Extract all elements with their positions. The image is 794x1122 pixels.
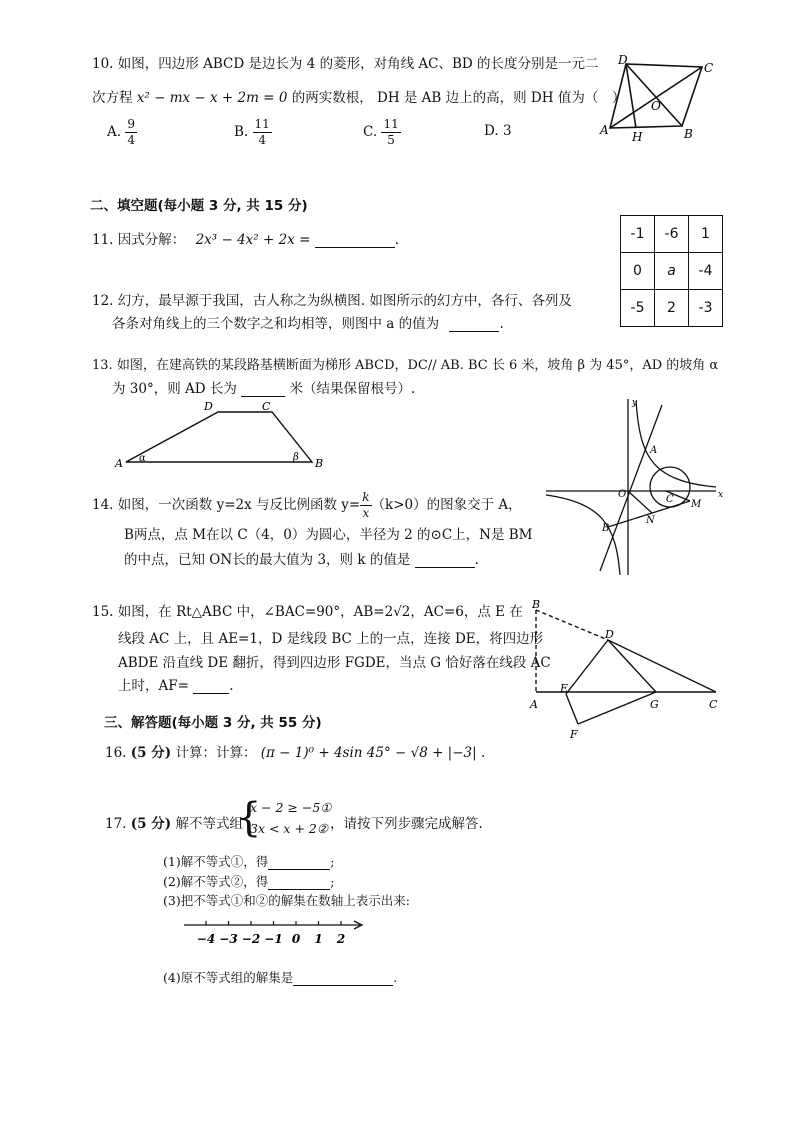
q17-step-2 bbox=[163, 872, 334, 890]
magic-cell: -1 bbox=[621, 216, 655, 253]
step-label: (2)解不等式②，得 bbox=[163, 874, 269, 889]
number-line-label: −4 bbox=[196, 932, 216, 946]
denominator: 4 bbox=[258, 133, 266, 147]
q11-number: 11. bbox=[92, 232, 114, 248]
q15-text-line1: 如图，在 Rt△ABC 中，∠BAC=90°，AB=2√2，AC=6，点 E 在 bbox=[117, 604, 523, 620]
q16 bbox=[105, 741, 485, 761]
q15-end: . bbox=[229, 678, 234, 694]
q12-line1 bbox=[92, 289, 572, 309]
magic-cell: -4 bbox=[689, 253, 723, 290]
label-A: A bbox=[650, 445, 658, 456]
q17-step-3 bbox=[163, 891, 410, 909]
q16-number: 16. bbox=[105, 745, 127, 761]
q17-text: 解不等式组 bbox=[175, 816, 243, 832]
fraction bbox=[360, 490, 371, 521]
q10-line1 bbox=[92, 52, 599, 72]
label-B: B bbox=[602, 523, 610, 534]
option-value: 3 bbox=[502, 123, 512, 139]
label-alpha: α bbox=[139, 453, 146, 464]
step-answer-blank bbox=[268, 875, 330, 890]
q10-line2-pre: 次方程 bbox=[92, 90, 133, 106]
q12-text-line1: 幻方，最早源于我国，古人称之为纵横图. 如图所示的幻方中，各行、各列及 bbox=[117, 293, 572, 309]
q11-answer-blank bbox=[315, 233, 395, 248]
label-G: G bbox=[650, 698, 659, 711]
magic-row bbox=[621, 216, 723, 253]
number-line-label: 2 bbox=[336, 932, 346, 946]
q15-text-line3: ABDE 沿直线 DE 翻折，得到四边形 FGDE，当点 G 恰好落在线段 AC bbox=[118, 655, 551, 671]
numerator: 9 bbox=[127, 117, 135, 131]
q13-text-line1: 如图，在建高铁的某段路基横断面为梯形 ABCD，DC// AB. BC 长 6 米，坡角 β 为 45°，AD 的坡角 α bbox=[116, 358, 719, 373]
label-M: M bbox=[691, 499, 702, 510]
label-A: A bbox=[530, 698, 538, 711]
q17-number: 17. bbox=[105, 816, 127, 832]
option-label: B. bbox=[234, 124, 249, 140]
q12-number: 12. bbox=[92, 293, 114, 309]
label-beta: β bbox=[293, 452, 299, 463]
step-label: (1)解不等式①，得 bbox=[163, 854, 269, 869]
q14-graph-figure bbox=[540, 395, 726, 577]
magic-square bbox=[620, 215, 723, 327]
label-C: C bbox=[262, 400, 271, 413]
q16-expression: (π − 1)⁰ + 4sin 45° − √8 + |−3| . bbox=[260, 745, 486, 761]
magic-cell: a bbox=[655, 253, 689, 290]
q14-text-line1-post: （k>0）的图象交于 A， bbox=[371, 497, 522, 513]
q14-line3 bbox=[124, 548, 479, 568]
q10-option-d bbox=[484, 123, 512, 139]
q11-end: . bbox=[394, 232, 399, 248]
label-D: D bbox=[618, 53, 628, 67]
magic-row bbox=[621, 253, 723, 290]
label-B: B bbox=[684, 127, 693, 141]
q14-number: 14. bbox=[92, 497, 114, 513]
q15-text-line4-pre: 上时，AF= bbox=[118, 678, 189, 694]
label-E: E bbox=[560, 682, 569, 695]
magic-cell: 2 bbox=[655, 290, 689, 327]
q15-answer-blank bbox=[193, 679, 229, 694]
q11 bbox=[92, 228, 399, 248]
q13-answer-blank bbox=[241, 382, 285, 397]
q16-score: (5 分) bbox=[130, 745, 172, 761]
label-B: B bbox=[532, 598, 541, 611]
q11-expression: 2x³ − 4x² + 2x = bbox=[195, 232, 311, 248]
label-C: C bbox=[666, 494, 674, 505]
q16-text: 计算：计算： bbox=[175, 745, 257, 761]
fraction bbox=[381, 117, 400, 148]
q15-fold-figure bbox=[526, 596, 726, 744]
magic-cell: -6 bbox=[655, 216, 689, 253]
step-end: . bbox=[393, 970, 398, 985]
option-label: C. bbox=[363, 124, 378, 140]
label-D: D bbox=[605, 628, 614, 641]
q17-inequality-1: x − 2 ≥ −5① bbox=[250, 800, 332, 815]
q13-text-line2-post: 米（结果保留根号）. bbox=[289, 381, 416, 397]
label-A: A bbox=[600, 123, 609, 137]
denominator: 4 bbox=[127, 133, 135, 147]
section-2-heading: 二、填空题(每小题 3 分, 共 15 分) bbox=[90, 198, 308, 214]
step-label: (3)把不等式①和②的解集在数轴上表示出来: bbox=[163, 893, 410, 908]
step-answer-blank bbox=[268, 855, 330, 870]
q15-line2 bbox=[118, 627, 543, 647]
q14-end: . bbox=[474, 552, 479, 568]
q14-text-line1-pre: 如图，一次函数 y=2x 与反比例函数 y= bbox=[117, 497, 361, 513]
q10-rhombus-figure bbox=[596, 50, 726, 145]
q17-header bbox=[105, 812, 243, 832]
step-answer-blank bbox=[293, 971, 393, 986]
q10-line2-post: 的两实数根， DH 是 AB 边上的高，则 DH 值为（ ） bbox=[291, 90, 626, 106]
numerator: 11 bbox=[383, 117, 399, 131]
label-F: F bbox=[570, 728, 578, 741]
q17-instruction: ，请按下列步骤完成解答. bbox=[330, 816, 483, 832]
q13-number: 13. bbox=[92, 358, 113, 373]
magic-cell: 1 bbox=[689, 216, 723, 253]
number-line-label: −3 bbox=[219, 932, 238, 946]
option-label: A. bbox=[107, 124, 122, 140]
q11-text: 因式分解： bbox=[117, 232, 186, 248]
label-C: C bbox=[709, 698, 718, 711]
denominator: 5 bbox=[387, 133, 395, 147]
q13-trapezoid-figure bbox=[112, 398, 332, 474]
label-A: A bbox=[115, 457, 123, 470]
label-B: B bbox=[315, 457, 324, 470]
fraction bbox=[253, 117, 272, 148]
q12-answer-blank bbox=[449, 317, 499, 332]
q17-inequality-2: 3x < x + 2② bbox=[250, 821, 329, 836]
q15-line1 bbox=[92, 600, 523, 620]
q12-end: . bbox=[499, 316, 504, 332]
q12-line2 bbox=[112, 312, 504, 332]
fraction bbox=[125, 117, 137, 148]
label-O: O bbox=[651, 99, 661, 113]
section-3-heading: 三、解答题(每小题 3 分, 共 55 分) bbox=[104, 715, 322, 731]
q14-answer-blank bbox=[415, 553, 475, 568]
q14-line2 bbox=[124, 523, 533, 543]
q14-text-line2: B两点，点 M在以 C（4，0）为圆心，半径为 2 的⊙C上，N是 BM bbox=[124, 527, 533, 543]
number-line-label: 0 bbox=[291, 932, 301, 946]
option-label: D. bbox=[484, 123, 499, 139]
q15-number: 15. bbox=[92, 604, 114, 620]
q10-option-a bbox=[107, 117, 137, 148]
q17-step-4 bbox=[163, 968, 397, 986]
q15-line3 bbox=[118, 651, 551, 671]
label-N: N bbox=[646, 515, 655, 526]
q13-text-line2-pre: 为 30°，则 AD 长为 bbox=[112, 381, 237, 397]
numerator: 11 bbox=[254, 117, 270, 131]
q10-number: 10. bbox=[92, 56, 114, 72]
label-H: H bbox=[632, 130, 643, 144]
q10-text-line1: 如图，四边形 ABCD 是边长为 4 的菱形，对角线 AC、BD 的长度分别是一元二 bbox=[117, 56, 599, 72]
label-D: D bbox=[204, 400, 213, 413]
step-label: (4)原不等式组的解集是 bbox=[163, 970, 294, 985]
q15-line4 bbox=[118, 674, 234, 694]
magic-row bbox=[621, 290, 723, 327]
number-line-label: −2 bbox=[241, 932, 261, 946]
q14-text-line3-pre: 的中点，已知 ON长的最大值为 3，则 k 的值是 bbox=[124, 552, 411, 568]
step-end: ; bbox=[330, 874, 335, 889]
label-O: O bbox=[618, 489, 627, 500]
q17-number-line bbox=[180, 915, 370, 951]
q12-text-line2: 各条对角线上的三个数字之和均相等，则图中 a 的值为 bbox=[112, 316, 440, 332]
label-y: y bbox=[632, 398, 638, 408]
label-x: x bbox=[718, 490, 724, 500]
q10-option-c bbox=[363, 117, 401, 148]
number-line-label: 1 bbox=[314, 932, 323, 946]
q13-line1 bbox=[92, 354, 718, 373]
step-end: ; bbox=[330, 854, 335, 869]
q17-step-1 bbox=[163, 852, 334, 870]
magic-cell: 0 bbox=[621, 253, 655, 290]
q15-text-line2: 线段 AC 上，且 AE=1，D 是线段 BC 上的一点，连接 DE，将四边形 bbox=[118, 631, 544, 647]
q10-option-b bbox=[234, 117, 272, 148]
number-line-label: −1 bbox=[264, 932, 283, 946]
q17-score: (5 分) bbox=[130, 816, 172, 832]
label-C: C bbox=[704, 61, 714, 75]
magic-cell: -3 bbox=[689, 290, 723, 327]
numerator: k bbox=[362, 490, 370, 504]
q17-system-brace: { bbox=[236, 795, 262, 841]
q14-line1 bbox=[92, 490, 522, 521]
denominator: x bbox=[362, 506, 370, 520]
magic-cell: -5 bbox=[621, 290, 655, 327]
q10-equation: x² − mx − x + 2m = 0 bbox=[136, 90, 288, 106]
q13-line2 bbox=[112, 377, 415, 397]
q10-line2 bbox=[92, 86, 625, 106]
